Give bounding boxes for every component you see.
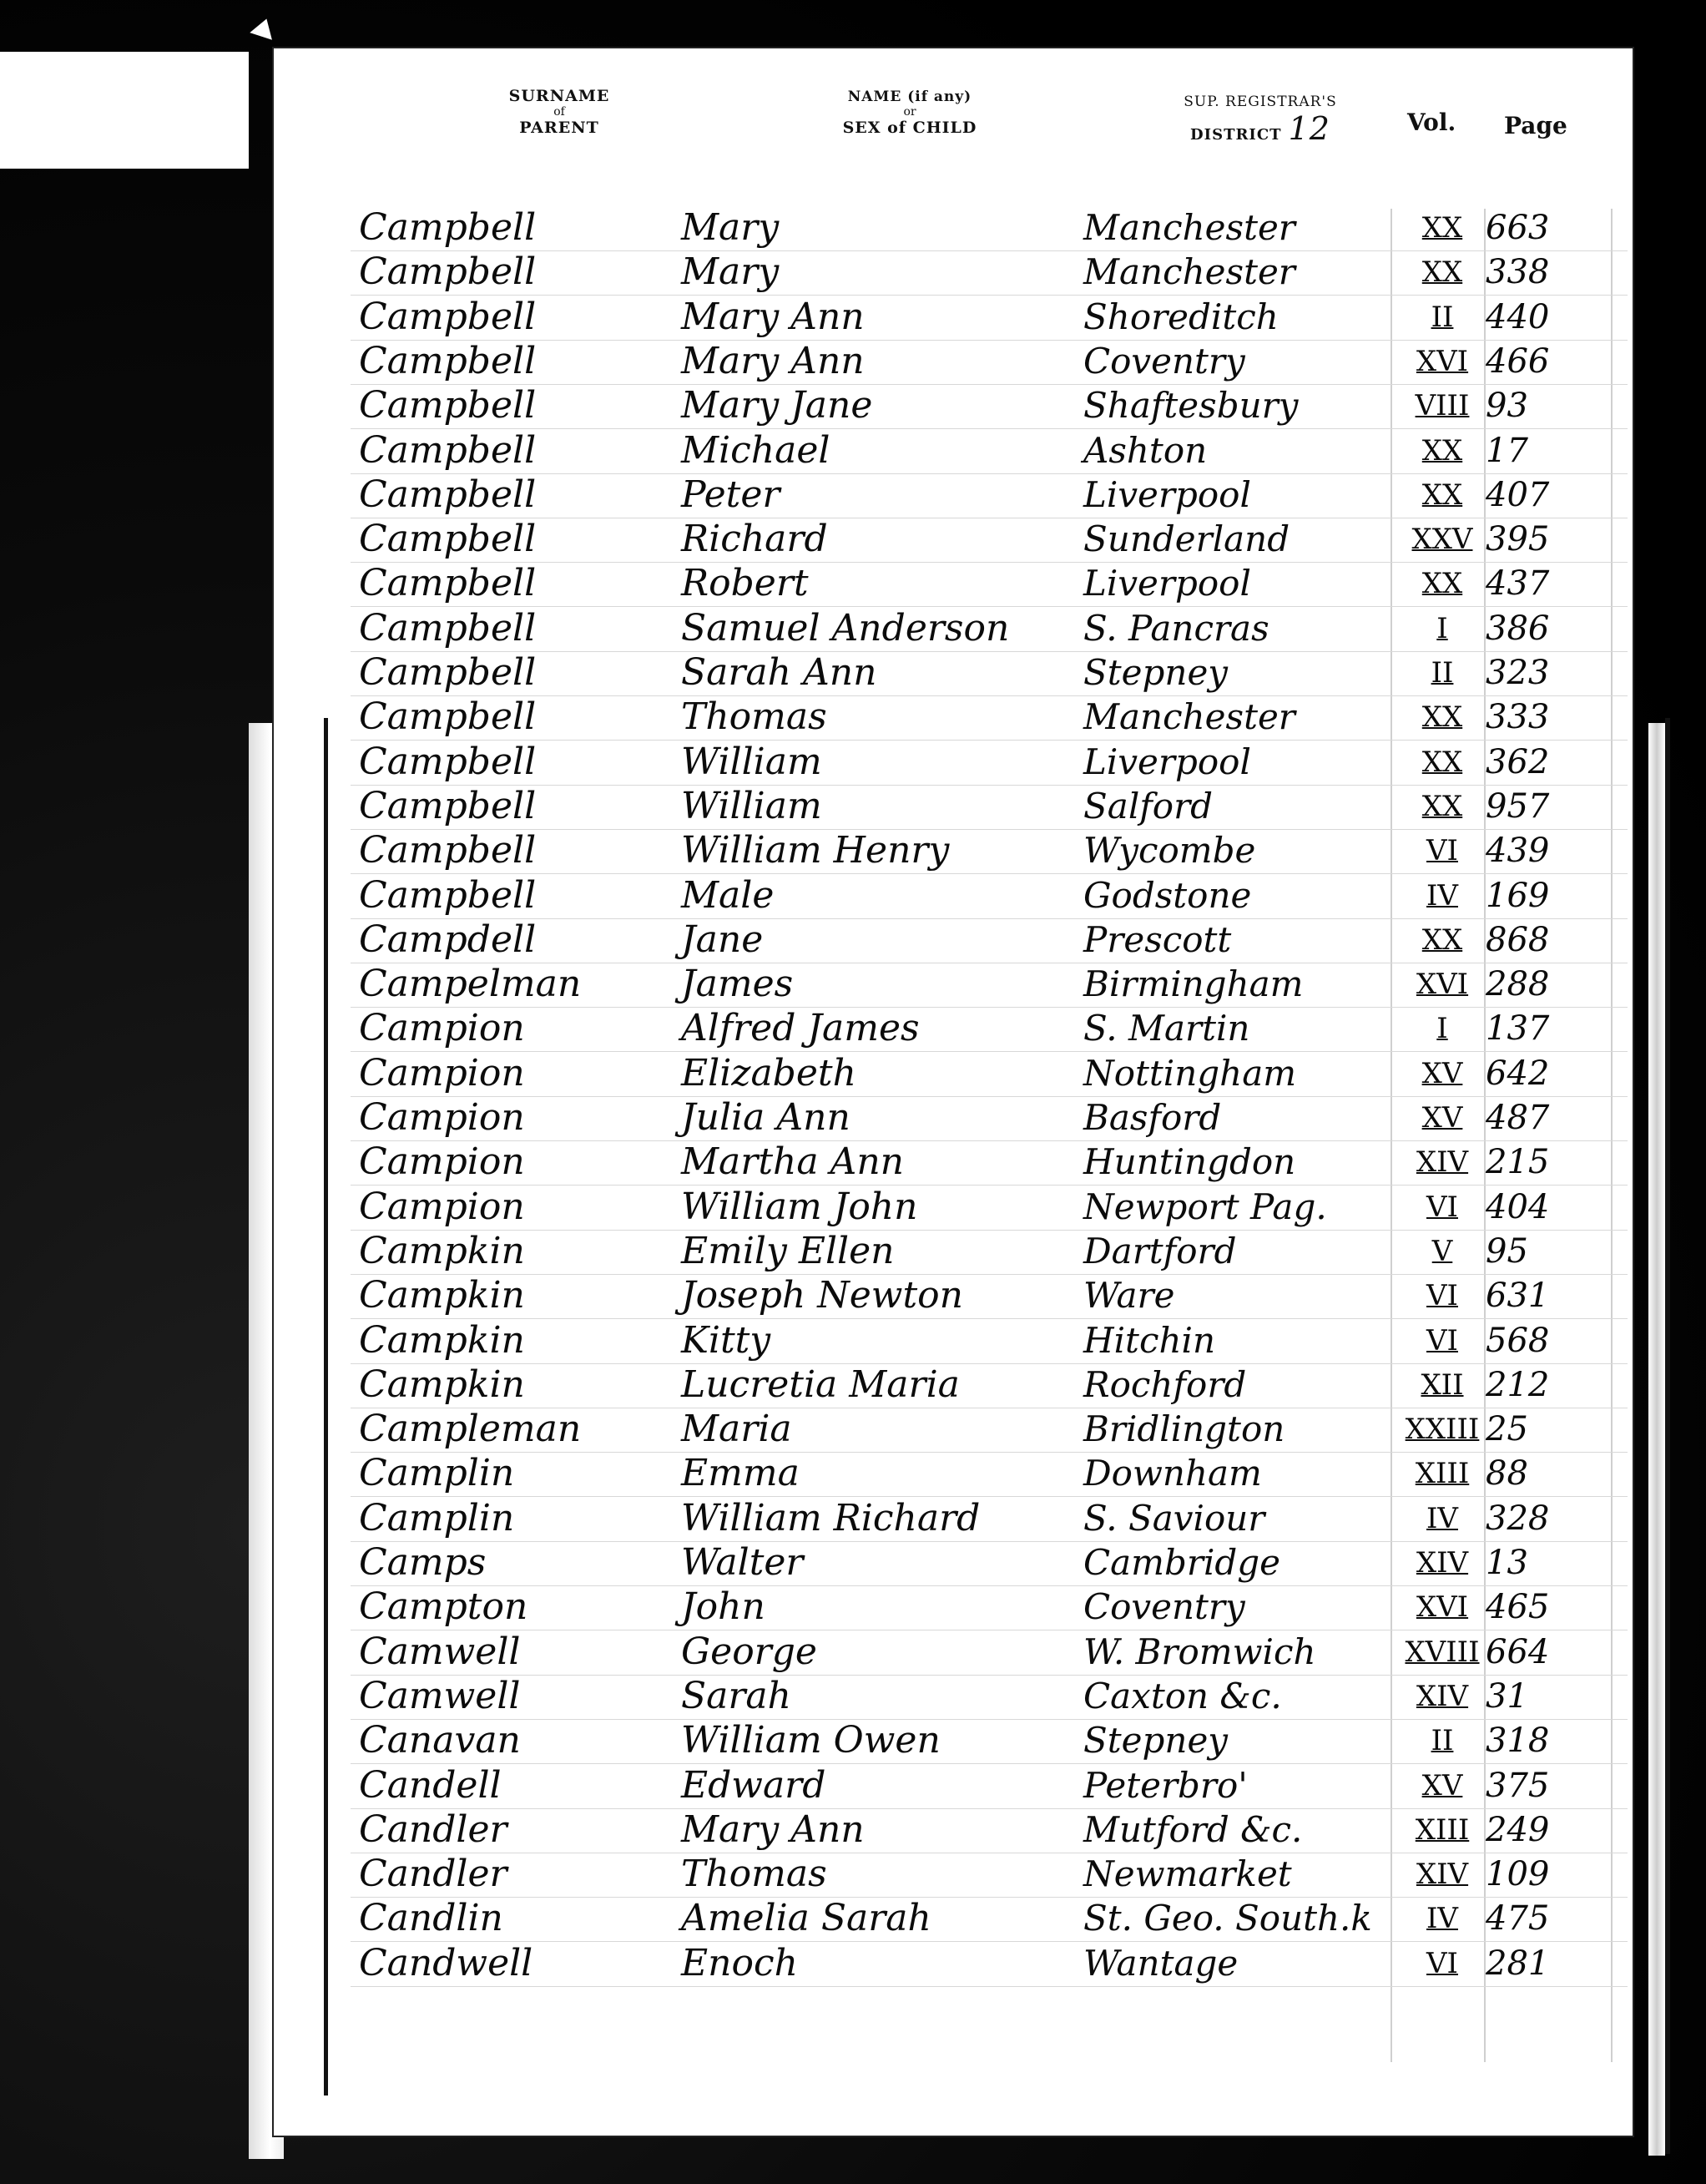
register-row [351,918,1628,963]
surname-cell: Campbell [359,784,537,827]
surname-cell: Campbell [359,428,537,472]
district-cell: Basford [1083,1097,1222,1138]
volume-cell: VI [1426,1946,1458,1980]
volume-cell: VI [1426,1279,1458,1313]
page-number-cell: 437 [1486,564,1550,604]
volume-cell: XX [1421,433,1463,468]
page-number-cell: 404 [1486,1187,1550,1226]
register-row [351,1941,1628,1987]
register-row [351,205,1628,251]
volume-cell: XV [1421,1056,1463,1090]
page-number-cell: 407 [1486,475,1550,514]
surname-cell: Campion [359,1140,525,1184]
child-name-cell: William Owen [681,1719,941,1762]
register-row [351,1095,1628,1141]
surname-cell: Campbell [359,562,537,605]
page-number-cell: 338 [1486,253,1550,292]
page-number-cell: 215 [1486,1143,1550,1182]
child-name-cell: Male [681,873,775,917]
volume-cell: XX [1421,745,1463,779]
district-cell: Nottingham [1083,1052,1297,1094]
register-row [351,383,1628,429]
page-number-cell: 249 [1486,1810,1550,1849]
register-row [351,250,1628,296]
page-number-cell: 333 [1486,698,1550,737]
district-cell: Salford [1083,785,1214,827]
register-row [351,561,1628,607]
volume-cell: XVIII [1405,1635,1480,1669]
page-number-cell: 281 [1486,1944,1550,1983]
surname-cell: Campbell [359,473,537,516]
district-number: 12 [1288,110,1330,147]
child-name-cell: Thomas [681,695,827,739]
volume-cell: XXIII [1405,1413,1480,1447]
register-row [351,784,1628,830]
volume-cell: XX [1421,567,1463,601]
register-row [351,962,1628,1008]
page-number-cell: 465 [1486,1588,1550,1627]
name-header-line3: SEX of CHILD [842,119,977,137]
surname-cell: Camwell [359,1674,521,1717]
surname-cell: Camps [359,1541,487,1584]
page-number-cell: 957 [1486,786,1550,826]
register-row [351,1318,1628,1364]
child-name-cell: Julia Ann [681,1096,850,1139]
district-cell: Newport Pag. [1083,1186,1327,1227]
district-cell: Coventry [1083,340,1245,382]
page-number-cell: 93 [1486,387,1528,426]
register-row [351,1496,1628,1542]
surname-cell: Candler [359,1807,507,1851]
surname-cell: Campdell [359,918,537,961]
child-name-cell: William [681,740,822,783]
volume-cell: XIV [1416,1546,1469,1580]
volume-cell: VI [1426,834,1458,868]
surname-cell: Camplin [359,1452,515,1495]
page-number-cell: 88 [1486,1454,1528,1494]
volume-cell: II [1431,1724,1454,1758]
child-name-cell: Richard [681,518,828,561]
volume-cell: XV [1421,1101,1463,1135]
register-row [351,428,1628,474]
district-cell: Stepney [1083,652,1229,693]
register-row [351,828,1628,874]
page-number-cell: 395 [1486,520,1550,559]
child-name-cell: Mary [681,206,780,249]
surname-cell: Campkin [359,1362,525,1406]
page-number-cell: 362 [1486,742,1550,781]
surname-cell: Campbell [359,651,537,694]
child-name-cell: Mary Jane [681,384,873,427]
surname-cell: Campkin [359,1274,525,1317]
district-header-line2: DISTRICT [1190,126,1282,144]
district-cell: Hitchin [1083,1319,1215,1361]
page-number-cell: 31 [1486,1676,1528,1716]
surname-cell: Campkin [359,1229,525,1272]
district-cell: Bridlington [1083,1408,1285,1450]
register-row [351,1006,1628,1052]
district-cell: S. Saviour [1083,1497,1265,1539]
page-number-cell: 318 [1486,1721,1550,1761]
page-number-cell: 109 [1486,1855,1550,1894]
volume-cell: XVI [1416,344,1469,378]
register-row [351,1896,1628,1942]
page-number-cell: 212 [1486,1365,1550,1404]
surname-cell: Candlin [359,1897,503,1940]
volume-cell: IV [1426,878,1458,913]
child-name-cell: William Richard [681,1496,981,1539]
surname-cell: Camwell [359,1630,521,1673]
surname-header-line1: SURNAME [508,87,610,105]
register-row [351,1185,1628,1231]
surname-header-line2: of [553,105,565,119]
child-name-cell: Joseph Newton [681,1274,963,1317]
register-row [351,873,1628,919]
register-row [351,650,1628,696]
volume-cell: II [1431,300,1454,334]
register-row [351,1540,1628,1586]
volume-cell: XVI [1416,1590,1469,1625]
page-column-header: Page [1504,112,1567,139]
page-number-cell: 440 [1486,297,1550,336]
surname-cell: Campbell [359,695,537,739]
volume-cell: IV [1426,1902,1458,1936]
surname-header-line3: PARENT [519,119,599,137]
district-cell: Liverpool [1083,473,1251,515]
surname-cell: Campton [359,1585,528,1629]
district-cell: Shaftesbury [1083,385,1299,427]
volume-cell: VI [1426,1190,1458,1224]
volume-cell: II [1431,656,1454,690]
district-cell: Liverpool [1083,741,1251,782]
register-row [351,1407,1628,1453]
district-cell: S. Martin [1083,1008,1250,1049]
page-number-cell: 487 [1486,1099,1550,1137]
child-name-cell: Maria [681,1408,792,1451]
register-row [351,1362,1628,1408]
surname-cell: Candwell [359,1941,533,1984]
page-number-cell: 664 [1486,1632,1550,1671]
district-cell: Huntingdon [1083,1141,1296,1183]
child-name-cell: Michael [681,428,830,472]
child-name-cell: Mary Ann [681,339,865,382]
register-row [351,1630,1628,1676]
child-name-cell: George [681,1630,817,1673]
child-name-cell: Mary Ann [681,295,865,338]
child-name-cell: James [681,963,794,1006]
surname-cell: Campion [359,1096,525,1139]
register-row [351,1674,1628,1720]
page-number-cell: 568 [1486,1321,1550,1360]
district-cell: Birmingham [1083,963,1304,1005]
child-name-cell: Sarah Ann [681,651,877,694]
volume-cell: I [1436,611,1448,645]
volume-cell: VI [1426,1323,1458,1357]
district-cell: Cambridge [1083,1542,1281,1583]
child-name-cell: Sarah [681,1674,791,1717]
volume-cell: XX [1421,923,1463,957]
volume-cell: XXV [1411,523,1473,557]
child-name-cell: Alfred James [681,1007,920,1050]
page-number-cell: 868 [1486,920,1550,959]
child-name-cell: William [681,784,822,827]
register-row [351,1852,1628,1898]
page-number-cell: 137 [1486,1009,1550,1049]
volume-cell: XIII [1415,1812,1470,1847]
register-row [351,295,1628,341]
child-name-cell: Samuel Anderson [681,606,1010,650]
register-row [351,473,1628,518]
child-name-cell: Emma [681,1452,800,1495]
child-name-cell: Mary Ann [681,1807,865,1851]
register-row [351,1273,1628,1319]
surname-cell: Campbell [359,606,537,650]
child-name-cell: Robert [681,562,809,605]
volume-cell: XX [1421,789,1463,823]
surname-cell: Campbell [359,740,537,783]
surname-cell: Canavan [359,1719,521,1762]
page-number-cell: 328 [1486,1499,1550,1538]
district-cell: St. Geo. South.k [1083,1898,1372,1939]
child-name-cell: Jane [681,918,764,961]
page-number-cell: 17 [1486,431,1528,470]
child-name-cell: Thomas [681,1853,827,1896]
district-cell: S. Pancras [1083,607,1269,649]
register-row [351,1807,1628,1853]
register-row [351,1585,1628,1630]
register-row [351,339,1628,385]
child-name-cell: John [681,1585,765,1629]
surname-cell: Campbell [359,384,537,427]
name-header-line2: or [903,105,916,119]
page-number-cell: 95 [1486,1231,1528,1271]
district-cell: Sunderland [1083,518,1290,560]
child-name-cell: Kitty [681,1318,771,1362]
surname-cell: Candell [359,1763,502,1807]
register-row [351,1451,1628,1497]
volume-cell: XX [1421,700,1463,735]
register-row [351,1051,1628,1097]
page-number-cell: 475 [1486,1899,1550,1939]
page-number-cell: 13 [1486,1544,1528,1582]
child-name-cell: Lucretia Maria [681,1362,960,1406]
page-number-cell: 663 [1486,209,1550,247]
surname-cell: Campbell [359,829,537,872]
child-name-cell: Edward [681,1763,826,1807]
district-cell: Mutford &c. [1083,1808,1303,1850]
district-cell: Newmarket [1083,1853,1292,1895]
surname-cell: Campbell [359,518,537,561]
child-name-cell: Peter [681,473,780,516]
page-number-cell: 642 [1486,1054,1550,1093]
volume-cell: I [1436,1012,1448,1046]
volume-cell: XIV [1416,1145,1469,1180]
district-cell: Dartford [1083,1230,1237,1271]
volume-cell: XIII [1415,1457,1470,1491]
page-number-cell: 323 [1486,654,1550,692]
surname-cell: Campkin [359,1318,525,1362]
surname-cell: Campbell [359,339,537,382]
surname-cell: Campleman [359,1408,582,1451]
volume-cell: XX [1421,255,1463,290]
register-row [351,1229,1628,1275]
district-header-line1: SUP. REGISTRAR'S [1184,94,1337,110]
surname-cell: Campelman [359,963,582,1006]
surname-cell: Campbell [359,250,537,294]
district-cell: Stepney [1083,1720,1229,1762]
district-cell: Wycombe [1083,830,1256,872]
volume-cell: XV [1421,1768,1463,1802]
child-name-cell: Elizabeth [681,1051,856,1095]
district-cell: W. Bromwich [1083,1630,1316,1672]
district-cell: Wantage [1083,1942,1239,1984]
volume-cell: XIV [1416,1858,1469,1892]
district-cell: Ashton [1083,429,1208,471]
register-row [351,1763,1628,1809]
child-name-cell: Martha Ann [681,1140,905,1184]
surname-cell: Campion [359,1007,525,1050]
volume-cell: IV [1426,1501,1458,1535]
child-name-cell: William Henry [681,829,950,872]
volume-cell: V [1431,1234,1453,1268]
district-cell: Manchester [1083,696,1295,738]
name-header-line1: NAME (if any) [847,88,972,105]
district-cell: Prescott [1083,918,1232,960]
surname-cell: Camplin [359,1496,515,1539]
child-name-cell: Enoch [681,1941,798,1984]
child-name-cell: Mary [681,250,780,294]
register-row [351,1140,1628,1186]
district-cell: Downham [1083,1453,1262,1494]
page-number-cell: 631 [1486,1277,1550,1316]
district-cell: Manchester [1083,207,1295,248]
volume-cell: XX [1421,478,1463,512]
register-row [351,740,1628,786]
page-number-cell: 288 [1486,965,1550,1004]
surname-cell: Campbell [359,873,537,917]
surname-cell: Candler [359,1853,507,1896]
page-number-cell: 439 [1486,832,1550,871]
page-number-cell: 386 [1486,609,1550,648]
child-name-cell: Amelia Sarah [681,1897,931,1940]
surname-cell: Campbell [359,206,537,249]
district-cell: Godstone [1083,874,1252,916]
volume-cell: VIII [1415,389,1470,423]
register-row [351,1718,1628,1764]
page-number-cell: 466 [1486,341,1550,381]
vol-column-header: Vol. [1407,109,1456,136]
register-row [351,606,1628,652]
district-cell: Rochford [1083,1363,1247,1405]
district-cell: Shoreditch [1083,296,1279,337]
surname-cell: Campion [359,1185,525,1228]
district-cell: Ware [1083,1275,1175,1317]
district-cell: Coventry [1083,1586,1245,1628]
surname-cell: Campbell [359,295,537,338]
volume-cell: XIV [1416,1679,1469,1713]
child-name-cell: Emily Ellen [681,1229,895,1272]
page-number-cell: 25 [1486,1410,1528,1449]
volume-cell: XX [1421,211,1463,245]
register-row [351,517,1628,563]
district-cell: Liverpool [1083,563,1251,604]
child-name-cell: William John [681,1185,918,1228]
surname-cell: Campion [359,1051,525,1095]
page-number-cell: 375 [1486,1766,1550,1805]
district-cell: Manchester [1083,251,1295,293]
page-number-cell: 169 [1486,876,1550,915]
register-row [351,695,1628,741]
child-name-cell: Walter [681,1541,804,1584]
volume-cell: XII [1421,1368,1464,1402]
district-cell: Caxton &c. [1083,1675,1282,1716]
volume-cell: XVI [1416,968,1469,1002]
district-cell: Peterbro' [1083,1764,1248,1806]
